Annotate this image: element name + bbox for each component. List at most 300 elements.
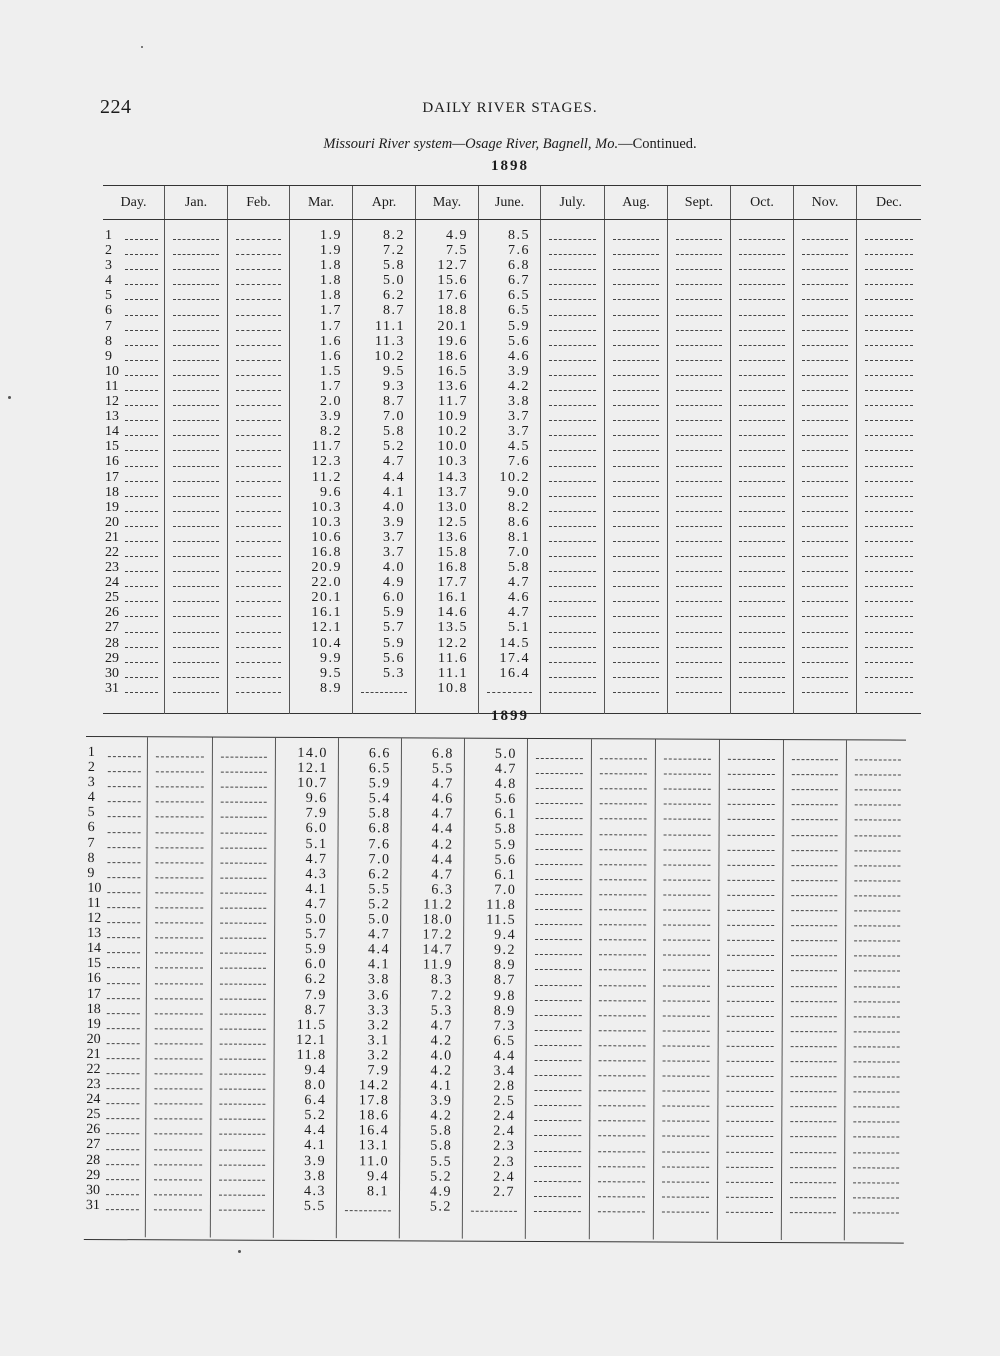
blank-leader — [527, 898, 590, 913]
stage-value: 5.8 — [383, 258, 405, 274]
stage-value: 1.9 — [320, 228, 342, 243]
day-label: 20 — [103, 515, 164, 530]
stage-value: 2.7 — [492, 1184, 516, 1200]
blank-leader — [228, 424, 289, 439]
blank-leader — [668, 545, 730, 560]
stage-value: 4.6 — [431, 791, 454, 807]
stage-value: 4.1 — [305, 881, 328, 897]
blank-leader — [794, 681, 856, 696]
blank-leader — [605, 379, 667, 394]
stage-value: 5.9 — [383, 635, 405, 651]
blank-leader — [720, 808, 783, 823]
day-label: 14 — [85, 941, 146, 956]
blank-leader — [541, 334, 604, 349]
blank-leader — [590, 1079, 653, 1094]
blank-leader — [731, 620, 793, 635]
stage-value: 12.7 — [437, 258, 468, 274]
blank-leader — [165, 575, 227, 590]
stage-value: 9.8 — [493, 988, 516, 1004]
day-label: 6 — [103, 303, 164, 318]
day-label: 5 — [103, 288, 164, 303]
stage-value: 11.5 — [296, 1017, 327, 1033]
blank-leader — [668, 228, 730, 243]
blank-leader — [794, 575, 856, 590]
stage-value: 16.4 — [499, 665, 530, 681]
blank-leader — [165, 666, 227, 681]
stage-value: 17.4 — [499, 650, 530, 666]
day-label: 21 — [85, 1047, 146, 1062]
blank-leader — [527, 1034, 590, 1049]
year-heading-1898: 1898 — [491, 158, 529, 174]
table-column — [146, 737, 213, 1237]
blank-leader — [794, 303, 856, 318]
blank-leader — [857, 620, 921, 635]
blank-leader — [146, 1183, 210, 1198]
blank-leader — [783, 929, 845, 944]
blank-leader — [590, 1140, 653, 1155]
subtitle-continued: —Continued. — [618, 136, 697, 152]
stage-value: 3.9 — [383, 514, 405, 530]
stage-value: 4.7 — [494, 761, 517, 777]
blank-leader — [147, 1032, 211, 1047]
table-column — [668, 220, 731, 714]
blank-leader — [212, 972, 274, 987]
blank-leader — [591, 1034, 654, 1049]
blank-leader — [211, 1168, 273, 1183]
stage-value: 5.0 — [494, 746, 517, 762]
stage-value: 5.8 — [383, 424, 405, 440]
blank-leader — [541, 560, 604, 575]
stage-value: 4.2 — [430, 1033, 453, 1049]
blank-leader — [731, 409, 793, 424]
blank-leader — [783, 1020, 845, 1035]
day-label: 3 — [86, 775, 147, 790]
blank-leader — [591, 853, 654, 868]
stage-value: 8.9 — [320, 680, 342, 696]
stage-value: 2.4 — [493, 1169, 516, 1185]
blank-leader — [719, 929, 782, 944]
blank-leader — [228, 470, 289, 485]
stage-value: 8.0 — [304, 1078, 327, 1094]
day-label: 9 — [85, 866, 146, 881]
blank-leader — [655, 944, 718, 959]
day-label: 11 — [103, 379, 164, 394]
stage-value: 9.9 — [320, 650, 342, 666]
stage-value: 14.5 — [499, 635, 530, 651]
blank-leader — [605, 500, 667, 515]
table-column — [400, 738, 465, 1238]
blank-leader — [590, 1109, 653, 1124]
speck-mark — [238, 1250, 241, 1253]
blank-leader — [783, 1035, 845, 1050]
blank-leader — [847, 763, 909, 778]
blank-leader — [228, 243, 289, 258]
blank-leader — [845, 1126, 907, 1141]
blank-leader — [591, 883, 654, 898]
blank-leader — [794, 288, 856, 303]
stage-value: 4.7 — [305, 851, 328, 867]
blank-leader — [655, 959, 718, 974]
running-head: DAILY RIVER STAGES. — [422, 100, 598, 116]
blank-leader — [592, 747, 655, 762]
blank-leader — [605, 530, 667, 545]
day-label: 15 — [103, 439, 164, 454]
day-label: 21 — [103, 530, 164, 545]
blank-leader — [590, 1185, 653, 1200]
blank-leader — [228, 334, 289, 349]
stage-value: 16.1 — [437, 590, 468, 606]
blank-leader — [656, 808, 719, 823]
stage-table-1899 — [84, 736, 906, 1244]
blank-leader — [784, 824, 846, 839]
table-column — [605, 220, 668, 714]
blank-leader — [857, 273, 921, 288]
speck-mark — [8, 396, 11, 399]
day-label: 23 — [84, 1077, 145, 1092]
blank-leader — [784, 808, 846, 823]
stage-value: 7.6 — [368, 836, 391, 852]
blank-leader — [591, 1004, 654, 1019]
stage-value: 7.3 — [493, 1018, 516, 1034]
day-label: 11 — [85, 896, 146, 911]
blank-leader — [857, 228, 921, 243]
stage-value: 5.6 — [494, 792, 517, 808]
blank-leader — [719, 974, 782, 989]
blank-leader — [731, 228, 793, 243]
blank-leader — [592, 823, 655, 838]
blank-leader — [147, 987, 211, 1002]
stage-value: 5.3 — [383, 665, 405, 681]
blank-leader — [211, 1108, 273, 1123]
stage-value: 6.2 — [304, 972, 327, 988]
column-header: Sept. — [668, 186, 731, 219]
blank-leader — [541, 651, 604, 666]
blank-leader — [782, 1186, 844, 1201]
blank-leader — [845, 1201, 907, 1216]
blank-leader — [591, 1064, 654, 1079]
blank-leader — [211, 1153, 273, 1168]
blank-leader — [527, 1019, 590, 1034]
blank-leader — [731, 651, 793, 666]
stage-value: 5.2 — [383, 439, 405, 455]
table-body — [84, 737, 906, 1241]
blank-leader — [605, 258, 667, 273]
stage-value: 18.6 — [437, 348, 468, 364]
blank-leader — [591, 913, 654, 928]
blank-leader — [605, 636, 667, 651]
stage-value: 5.4 — [368, 791, 391, 807]
stage-value: 9.6 — [305, 791, 328, 807]
stage-value: 6.2 — [383, 288, 405, 304]
day-label: 16 — [85, 971, 146, 986]
speck-mark — [141, 46, 143, 48]
stage-value: 17.6 — [437, 288, 468, 304]
stage-value: 11.2 — [312, 469, 342, 485]
stage-value: 11.8 — [296, 1047, 327, 1063]
blank-leader — [212, 1047, 274, 1062]
stage-value: 3.7 — [383, 544, 405, 560]
blank-leader — [846, 869, 908, 884]
stage-value: 9.5 — [383, 363, 405, 379]
blank-leader — [731, 439, 793, 454]
blank-leader — [526, 1170, 589, 1185]
blank-leader — [794, 409, 856, 424]
blank-leader — [541, 409, 604, 424]
blank-leader — [731, 590, 793, 605]
stage-value: 11.3 — [375, 333, 405, 349]
stage-value: 5.2 — [304, 1108, 327, 1124]
blank-leader — [656, 778, 719, 793]
stage-value: 1.6 — [320, 348, 342, 364]
blank-leader — [794, 364, 856, 379]
blank-leader — [719, 989, 782, 1004]
day-label: 24 — [103, 575, 164, 590]
stage-value: 3.9 — [508, 363, 530, 379]
blank-leader — [668, 605, 730, 620]
day-label: 17 — [103, 470, 164, 485]
blank-leader — [541, 666, 604, 681]
blank-leader — [857, 530, 921, 545]
blank-leader — [668, 243, 730, 258]
day-label: 26 — [84, 1122, 145, 1137]
blank-leader — [605, 303, 667, 318]
blank-leader — [527, 853, 590, 868]
blank-leader — [228, 636, 289, 651]
blank-leader — [719, 1004, 782, 1019]
blank-leader — [731, 470, 793, 485]
blank-leader — [857, 605, 921, 620]
page-number: 224 — [100, 96, 132, 118]
stage-value: 10.0 — [437, 439, 468, 455]
blank-leader — [668, 424, 730, 439]
blank-leader — [655, 989, 718, 1004]
stage-value: 6.5 — [368, 761, 391, 777]
blank-leader — [731, 681, 793, 696]
blank-leader — [668, 651, 730, 666]
stage-value: 4.6 — [508, 590, 530, 606]
stage-value: 4.3 — [303, 1183, 327, 1199]
stage-value: 5.2 — [430, 1169, 453, 1185]
blank-leader — [857, 349, 921, 364]
stage-value: 4.0 — [383, 499, 405, 515]
stage-value: 11.0 — [359, 1153, 390, 1169]
stage-value: 4.4 — [383, 469, 405, 485]
blank-leader — [782, 1095, 844, 1110]
blank-leader — [794, 651, 856, 666]
blank-leader — [228, 409, 289, 424]
day-label: 30 — [84, 1183, 145, 1198]
stage-value: 3.8 — [304, 1168, 327, 1184]
blank-leader — [479, 681, 540, 696]
blank-leader — [165, 334, 227, 349]
blank-leader — [731, 530, 793, 545]
blank-leader — [655, 1019, 718, 1034]
stage-value: 12.1 — [296, 1032, 327, 1048]
blank-leader — [147, 941, 211, 956]
stage-value: 17.2 — [422, 927, 454, 943]
stage-value: 6.1 — [494, 807, 517, 823]
blank-leader — [668, 364, 730, 379]
blank-leader — [590, 1094, 653, 1109]
column-header: July. — [541, 186, 605, 219]
blank-leader — [605, 349, 667, 364]
blank-leader — [847, 824, 909, 839]
stage-value: 10.7 — [297, 776, 328, 792]
stage-value: 10.6 — [311, 529, 342, 545]
stage-value: 22.0 — [311, 575, 342, 591]
blank-leader — [731, 243, 793, 258]
blank-leader — [228, 530, 289, 545]
blank-leader — [605, 515, 667, 530]
blank-leader — [846, 884, 908, 899]
stage-value: 3.7 — [508, 424, 530, 440]
day-label: 3 — [103, 258, 164, 273]
blank-leader — [527, 883, 590, 898]
blank-leader — [541, 575, 604, 590]
stage-value: 2.4 — [493, 1124, 516, 1140]
blank-leader — [655, 974, 718, 989]
stage-value: 13.6 — [437, 378, 468, 394]
blank-leader — [541, 288, 604, 303]
blank-leader — [668, 515, 730, 530]
stage-value: 10.4 — [311, 635, 342, 651]
blank-leader — [228, 379, 289, 394]
blank-leader — [527, 868, 590, 883]
day-label: 10 — [103, 364, 164, 379]
stage-value: 18.8 — [437, 303, 468, 319]
day-label: 30 — [103, 666, 164, 681]
day-label: 25 — [103, 590, 164, 605]
stage-value: 4.7 — [368, 927, 391, 943]
day-label: 31 — [84, 1198, 145, 1213]
stage-value: 8.6 — [508, 514, 530, 530]
subtitle-location: Missouri River system—Osage River, Bagnell, Mo. — [323, 136, 619, 152]
blank-leader — [147, 911, 211, 926]
blank-leader — [605, 545, 667, 560]
blank-leader — [541, 515, 604, 530]
stage-value: 8.7 — [493, 973, 516, 989]
stage-value: 4.4 — [431, 852, 454, 868]
stage-value: 5.8 — [508, 560, 530, 576]
blank-leader — [211, 1138, 273, 1153]
blank-leader — [526, 1200, 589, 1215]
blank-leader — [718, 1155, 781, 1170]
blank-leader — [526, 1094, 589, 1109]
blank-leader — [463, 1199, 525, 1214]
stage-value: 4.7 — [431, 867, 454, 883]
blank-leader — [147, 1002, 211, 1017]
blank-leader — [213, 791, 275, 806]
blank-leader — [541, 620, 604, 635]
day-label: 15 — [85, 956, 146, 971]
stage-value: 10.8 — [437, 680, 468, 696]
blank-leader — [846, 854, 908, 869]
stage-value: 1.8 — [320, 258, 342, 274]
blank-leader — [605, 590, 667, 605]
blank-leader — [731, 575, 793, 590]
blank-leader — [212, 896, 274, 911]
blank-leader — [731, 485, 793, 500]
blank-leader — [541, 500, 604, 515]
stage-value: 5.7 — [305, 927, 328, 943]
blank-leader — [148, 821, 212, 836]
blank-leader — [146, 1153, 210, 1168]
blank-leader — [605, 651, 667, 666]
stage-value: 8.7 — [304, 1002, 327, 1018]
blank-leader — [541, 243, 604, 258]
blank-leader — [720, 763, 783, 778]
blank-leader — [605, 666, 667, 681]
blank-leader — [668, 394, 730, 409]
blank-leader — [857, 485, 921, 500]
blank-leader — [794, 530, 856, 545]
stage-value: 1.8 — [320, 288, 342, 304]
blank-leader — [605, 424, 667, 439]
blank-leader — [857, 409, 921, 424]
blank-leader — [605, 364, 667, 379]
stage-value: 4.0 — [383, 560, 405, 576]
blank-leader — [846, 975, 908, 990]
blank-leader — [228, 273, 289, 288]
blank-leader — [731, 273, 793, 288]
blank-leader — [783, 1005, 845, 1020]
day-label: 12 — [85, 911, 146, 926]
blank-leader — [857, 303, 921, 318]
blank-leader — [337, 1199, 399, 1214]
table-column — [857, 220, 921, 714]
stage-value: 6.8 — [431, 746, 454, 762]
blank-leader — [165, 319, 227, 334]
blank-leader — [668, 258, 730, 273]
stage-value: 15.6 — [437, 273, 468, 289]
blank-leader — [591, 838, 654, 853]
blank-leader — [720, 748, 783, 763]
blank-leader — [528, 807, 591, 822]
stage-value: 10.3 — [311, 514, 342, 530]
blank-leader — [353, 681, 415, 696]
stage-value: 5.5 — [303, 1198, 326, 1214]
blank-leader — [847, 779, 909, 794]
blank-leader — [591, 974, 654, 989]
stage-value: 4.2 — [430, 1108, 453, 1124]
blank-leader — [782, 1201, 844, 1216]
blank-leader — [857, 500, 921, 515]
blank-leader — [605, 454, 667, 469]
blank-leader — [212, 851, 274, 866]
table-column — [541, 220, 605, 714]
blank-leader — [541, 485, 604, 500]
blank-leader — [228, 515, 289, 530]
blank-leader — [794, 258, 856, 273]
stage-value: 4.9 — [383, 575, 405, 591]
stage-value: 3.1 — [367, 1033, 390, 1049]
blank-leader — [165, 545, 227, 560]
stage-value: 16.4 — [358, 1123, 390, 1139]
blank-leader — [846, 914, 908, 929]
blank-leader — [731, 319, 793, 334]
stage-value: 18.0 — [422, 912, 454, 928]
blank-leader — [794, 605, 856, 620]
blank-leader — [165, 636, 227, 651]
blank-leader — [541, 364, 604, 379]
table-column — [526, 739, 592, 1239]
blank-leader — [212, 866, 274, 881]
stage-value: 4.1 — [383, 484, 405, 500]
blank-leader — [527, 1004, 590, 1019]
blank-leader — [213, 776, 275, 791]
stage-value: 8.2 — [383, 228, 405, 243]
blank-leader — [847, 748, 909, 763]
